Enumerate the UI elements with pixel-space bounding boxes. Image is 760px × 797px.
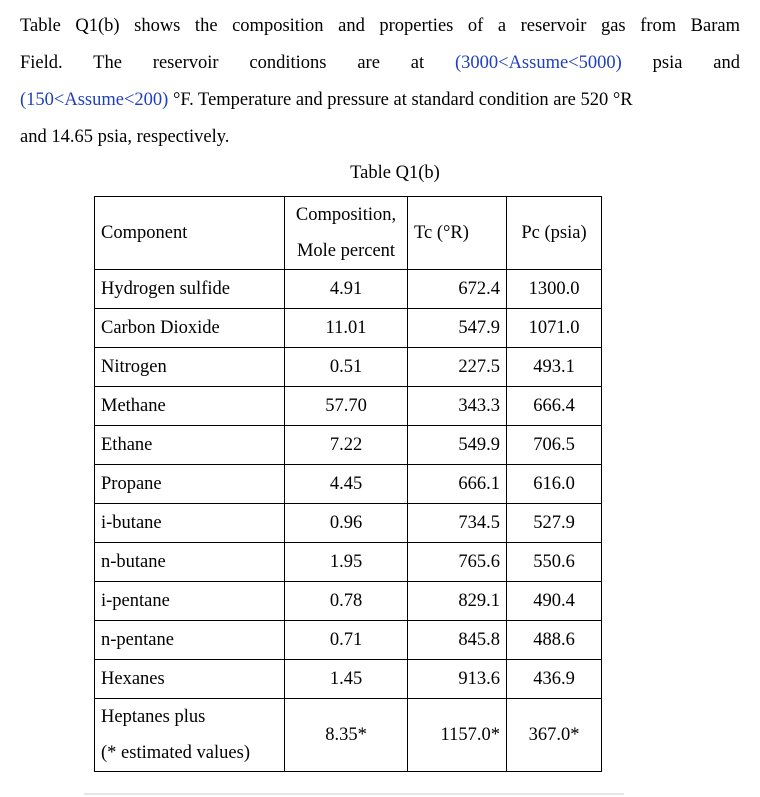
cell-component: Methane (95, 387, 285, 426)
cell-tc: 547.9 (408, 309, 507, 348)
table-row (95, 309, 602, 348)
cell-tc: 672.4 (408, 270, 507, 309)
cell-pc: 493.1 (507, 348, 602, 387)
table-row (95, 270, 602, 309)
cell-pc: 666.4 (507, 387, 602, 426)
cell-pc: 550.6 (507, 543, 602, 582)
component-name: Heptanes plus (101, 707, 206, 727)
cell-tc: 666.1 (408, 465, 507, 504)
cell-pc: 706.5 (507, 426, 602, 465)
cell-composition: 0.96 (285, 504, 408, 543)
table-row (95, 504, 602, 543)
header-tc: Tc (°R) (408, 197, 507, 270)
cell-tc: 734.5 (408, 504, 507, 543)
page-divider (84, 793, 624, 795)
cell-tc: 549.9 (408, 426, 507, 465)
cell-component: i-pentane (95, 582, 285, 621)
cell-composition: 8.35* (285, 699, 408, 772)
table-row (95, 660, 602, 699)
temperature-range: (150<Assume<200) (20, 90, 169, 110)
cell-component (95, 699, 285, 772)
cell-component: n-pentane (95, 621, 285, 660)
problem-statement (20, 8, 740, 156)
cell-pc: 367.0* (507, 699, 602, 772)
cell-tc: 913.6 (408, 660, 507, 699)
statement-line-4: and 14.65 psia, respectively. (20, 127, 230, 147)
cell-component: Ethane (95, 426, 285, 465)
cell-pc: 436.9 (507, 660, 602, 699)
table-caption: Table Q1(b) (350, 163, 440, 183)
table-row (95, 699, 602, 772)
cell-tc: 343.3 (408, 387, 507, 426)
header-composition (285, 197, 408, 270)
cell-composition: 0.78 (285, 582, 408, 621)
cell-component: n-butane (95, 543, 285, 582)
cell-pc: 616.0 (507, 465, 602, 504)
cell-tc: 765.6 (408, 543, 507, 582)
cell-pc: 1300.0 (507, 270, 602, 309)
composition-table (94, 196, 602, 772)
statement-line-3 (20, 82, 740, 119)
cell-tc: 1157.0* (408, 699, 507, 772)
cell-composition: 0.51 (285, 348, 408, 387)
cell-composition: 7.22 (285, 426, 408, 465)
header-pc: Pc (psia) (507, 197, 602, 270)
cell-pc: 490.4 (507, 582, 602, 621)
header-composition-line1: Composition, (295, 205, 397, 225)
statement-text: psia and (652, 53, 741, 73)
cell-component: Hydrogen sulfide (95, 270, 285, 309)
cell-composition: 1.45 (285, 660, 408, 699)
cell-tc: 845.8 (408, 621, 507, 660)
table-row (95, 465, 602, 504)
cell-pc: 527.9 (507, 504, 602, 543)
table-row (95, 543, 602, 582)
cell-component: Carbon Dioxide (95, 309, 285, 348)
statement-line-2 (20, 45, 740, 82)
header-component: Component (95, 197, 285, 270)
table-row (95, 621, 602, 660)
estimated-note: (* estimated values) (101, 743, 250, 763)
statement-text: Field. The reservoir conditions are at (20, 53, 425, 73)
cell-composition: 1.95 (285, 543, 408, 582)
table-row (95, 426, 602, 465)
cell-tc: 227.5 (408, 348, 507, 387)
cell-composition: 11.01 (285, 309, 408, 348)
cell-tc: 829.1 (408, 582, 507, 621)
cell-component: Propane (95, 465, 285, 504)
table-row (95, 387, 602, 426)
cell-pc: 1071.0 (507, 309, 602, 348)
statement-line-1: Table Q1(b) shows the composition and properties of a reservoir gas from Baram (20, 16, 740, 36)
statement-text: °F. Temperature and pressure at standard condition are 520 °R (172, 90, 633, 110)
header-composition-line2: Mole percent (296, 241, 396, 261)
cell-component: Nitrogen (95, 348, 285, 387)
table-row (95, 582, 602, 621)
table-header-row (95, 197, 602, 270)
cell-composition: 57.70 (285, 387, 408, 426)
cell-composition: 0.71 (285, 621, 408, 660)
cell-component: Hexanes (95, 660, 285, 699)
pressure-range: (3000<Assume<5000) (454, 53, 622, 73)
cell-component: i-butane (95, 504, 285, 543)
table-row (95, 348, 602, 387)
cell-pc: 488.6 (507, 621, 602, 660)
cell-composition: 4.45 (285, 465, 408, 504)
cell-composition: 4.91 (285, 270, 408, 309)
